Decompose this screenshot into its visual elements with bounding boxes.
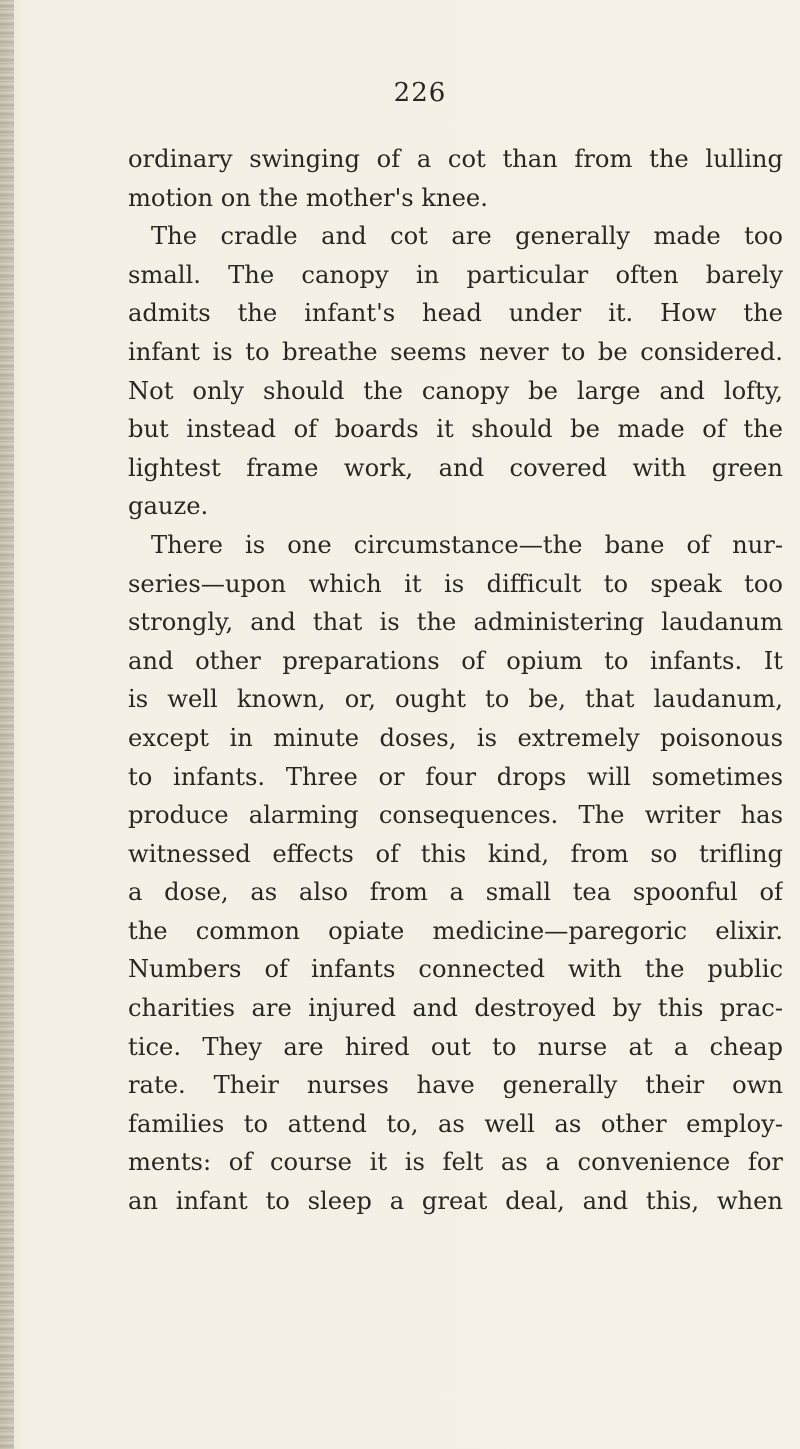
text-line: There is one circumstance—the bane of nur- [151,530,783,559]
text-line: admits the infant's head under it. How the [128,299,783,328]
text-line: infant is to breathe seems never to be considered. [128,337,783,366]
text-line: rate. Their nurses have generally their own [128,1071,783,1100]
text-line: and other preparations of opium to infants. It [128,646,783,675]
binding-gutter [0,0,14,1449]
text-line: small. The canopy in particular often barely [128,260,783,289]
text-line: families to attend to, as well as other employ- [128,1109,783,1138]
text-line: a dose, as also from a small tea spoonful of [128,878,783,907]
text-line: witnessed effects of this kind, from so trifling [128,839,783,868]
text-line: ordinary swinging of a cot than from the lulling [128,145,783,173]
text-line: series—upon which it is difficult to speak too [128,569,783,598]
text-line: Not only should the canopy be large and lofty, [128,376,783,405]
text-line: produce alarming consequences. The writer has [128,801,783,830]
text-line: ments: of course it is felt as a convenience for [128,1148,783,1177]
text-line: but instead of boards it should be made of the [128,415,783,444]
text-line: strongly, and that is the administering laudanum [128,608,783,637]
page-number: 226 [393,78,447,108]
text-line: an infant to sleep a great deal, and this, when [128,1187,783,1216]
text-line: gauze. [128,492,209,521]
text-line: to infants. Three or four drops will sometimes [128,762,783,791]
text-line: tice. They are hired out to nurse at a cheap [128,1032,783,1061]
text-line: Numbers of infants connected with the public [128,955,783,984]
text-line: except in minute doses, is extremely poisonous [128,723,783,752]
body-text [128,140,783,1221]
text-line: The cradle and cot are generally made too [151,222,783,251]
text-line: lightest frame work, and covered with green [128,453,783,482]
text-line: charities are injured and destroyed by this prac- [128,994,783,1023]
text-line: motion on the mother's knee. [128,183,488,212]
text-line: the common opiate medicine—paregoric elixir. [128,916,783,945]
text-line: is well known, or, ought to be, that laudanum, [128,685,783,714]
